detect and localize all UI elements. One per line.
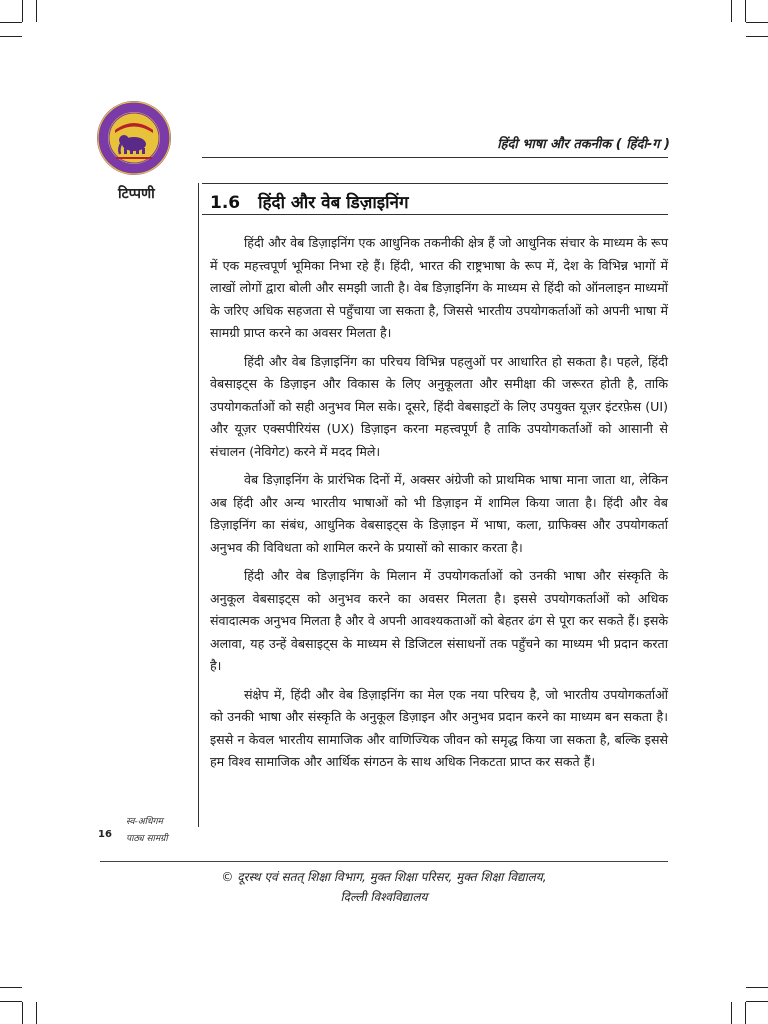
paragraph: हिंदी और वेब डिज़ाइनिंग एक आधुनिक तकनीकी क्षेत्र हैं जो आधुनिक संचार के माध्यम के रूप में एक महत्त्वपूर्ण भूमिका निभा रहे हैं। हिंदी, भारत की राष्ट्रभाषा के रूप में, देश के विभिन्न भागों में लाखों लोगों द्वारा बोली और समझी जाती है। वेब डिज़ाइनिंग के माध्यम से हिंदी को ऑनलाइन माध्यमों के जरिए अधिक सहजता से पहुँचाया जा सकता है, जिससे भारतीय उपयोगकर्ताओं को अपनी भाषा में सामग्री प्राप्त करने का अवसर मिलता है। [210, 235, 668, 340]
crop-mark [22, 0, 23, 22]
section-title: हिंदी और वेब डिज़ाइनिंग [258, 193, 409, 213]
page-number: 16 [98, 829, 112, 840]
crop-mark [22, 1002, 23, 1024]
section-number: 1.6 [210, 193, 241, 213]
crop-mark [0, 22, 22, 23]
crop-mark [746, 987, 768, 988]
section-rule-top [202, 183, 668, 184]
crop-mark [746, 22, 768, 23]
crop-mark [0, 36, 22, 37]
crop-mark [746, 1001, 768, 1002]
running-head: हिंदी भाषा और तकनीक ( हिंदी-ग ) [497, 137, 670, 152]
paragraph: वेब डिज़ाइनिंग के प्रारंभिक दिनों में, अक्सर अंग्रेजी को प्राथमिक भाषा माना जाता था, लेकिन अब हिंदी और अन्य भारतीय भाषाओं को भी डिज़ाइन में शामिल किया जाता है। हिंदी और वेब डिज़ाइनिंग का संबंध, आधुनिक वेबसाइट्स के डिज़ाइन में भाषा, कला, ग्राफिक्स और उपयोगकर्ता अनुभव की विविधता को शामिल करने के प्रयासों को साकार करता है। [210, 472, 668, 555]
margin-divider [198, 183, 199, 827]
margin-note-self-learning: स्व-अधिगम [126, 817, 163, 827]
crop-mark [745, 0, 746, 22]
crop-mark [746, 36, 768, 37]
margin-note-study-material: पाठ्य सामग्री [126, 834, 168, 844]
crop-mark [731, 1002, 732, 1024]
section-rule-bottom [202, 214, 668, 215]
crop-mark [0, 987, 22, 988]
header-rule [202, 157, 668, 158]
university-seal-logo [96, 100, 172, 176]
footer-university: दिल्ली विश्वविद्यालय [340, 890, 428, 904]
footer-copyright: © दूरस्थ एवं सतत् शिक्षा विभाग, मुक्त शिक्षा परिसर, मुक्त शिक्षा विद्यालय, [221, 870, 547, 884]
paragraph: हिंदी और वेब डिज़ाइनिंग के मिलान में उपयोगकर्ताओं को उनकी भाषा और संस्कृति के अनुकूल वेबसाइट्स को अनुभव करने का अवसर मिलता है। इससे उपयोगकर्ताओं को अधिक संवादात्मक अनुभव मिलता है और वे अपनी आवश्यकताओं को बेहतर ढंग से पूरा कर सकते हैं। इसके अलावा, यह उन्हें वेबसाइट्स के माध्यम से डिजिटल संसाधनों तक पहुँचने का माध्यम भी प्रदान करता है। [210, 568, 668, 673]
crop-mark [731, 0, 732, 22]
crop-mark [0, 1001, 22, 1002]
section-heading [210, 190, 409, 213]
crop-mark [745, 1002, 746, 1024]
crop-mark [36, 0, 37, 22]
paragraph: हिंदी और वेब डिज़ाइनिंग का परिचय विभिन्न पहलुओं पर आधारित हो सकता है। पहले, हिंदी वेबसाइट्स के डिज़ाइन और विकास के लिए अनुकूलता और समीक्षा की जरूरत होती है, ताकि उपयोगकर्ताओं को सही अनुभव मिल सके। दूसरे, हिंदी वेबसाइटों के लिए उपयुक्त यूज़र इंटरफ़ेस (UI) और यूज़र एक्सपीरियंस (UX) डिज़ाइन करना महत्त्वपूर्ण है ताकि उपयोगकर्ताओं को आसानी से संचालन (नेविगेट) करने में मदद मिले। [210, 353, 668, 459]
crop-mark [36, 1002, 37, 1024]
footer-rule [100, 861, 668, 862]
sidebar-note-label: टिप्पणी [118, 186, 155, 202]
paragraph: संक्षेप में, हिंदी और वेब डिज़ाइनिंग का मेल एक नया परिचय है, जो भारतीय उपयोगकर्ताओं को उनकी भाषा और संस्कृति के अनुकूल डिज़ाइन और अनुभव प्रदान करने का माध्यम बन सकता है। इससे न केवल भारतीय सामाजिक और वाणिज्यिक जीवन को समृद्ध किया जा सकता है, बल्कि इससे हम विश्व सामाजिक और आर्थिक संगठन के साथ अधिक निकटता प्राप्त कर सकते हैं। [210, 686, 668, 769]
body-text [210, 232, 668, 780]
